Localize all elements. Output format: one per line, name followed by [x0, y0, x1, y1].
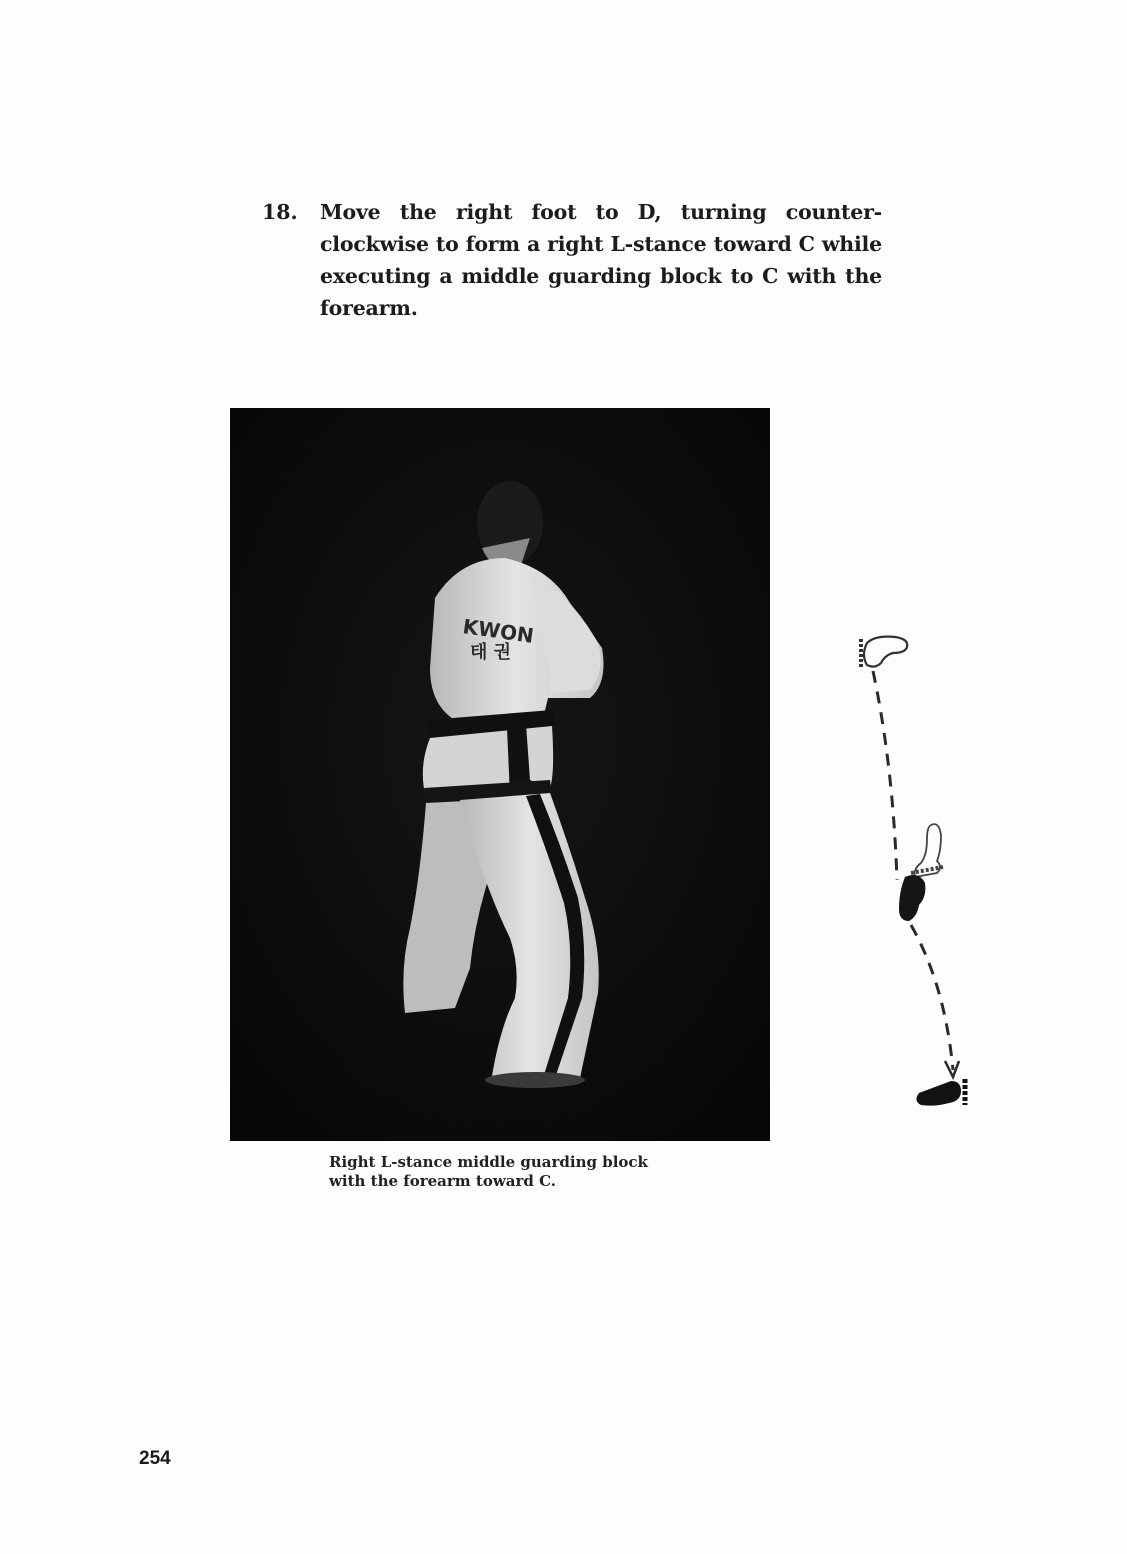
pivot-footprint-outline-icon — [911, 824, 943, 877]
martial-artist-figure — [230, 408, 770, 1141]
technique-photo — [230, 408, 770, 1141]
svg-text:KWON: KWON — [461, 614, 536, 648]
figure-caption — [329, 1153, 729, 1191]
end-footprint-solid-icon — [916, 1079, 965, 1106]
step-text: Move the right foot to D, turning counter-clockwise to form a right L-stance toward C while executing a middle guarding block to C with the forearm. — [320, 200, 882, 320]
caption-line-2: with the forearm toward C. — [329, 1172, 556, 1190]
step-number: 18. — [262, 200, 298, 224]
page-number: 254 — [139, 1448, 171, 1469]
svg-text:태 권: 태 권 — [470, 642, 512, 663]
caption-line-1: Right L-stance middle guarding block — [329, 1153, 648, 1171]
start-footprint-outline-icon — [861, 637, 907, 669]
movement-path-upper — [873, 671, 897, 880]
movement-path-lower — [911, 925, 953, 1070]
footstep-diagram — [845, 625, 985, 1115]
middle-footprint-solid-icon — [899, 875, 925, 921]
instruction-step — [262, 196, 882, 324]
